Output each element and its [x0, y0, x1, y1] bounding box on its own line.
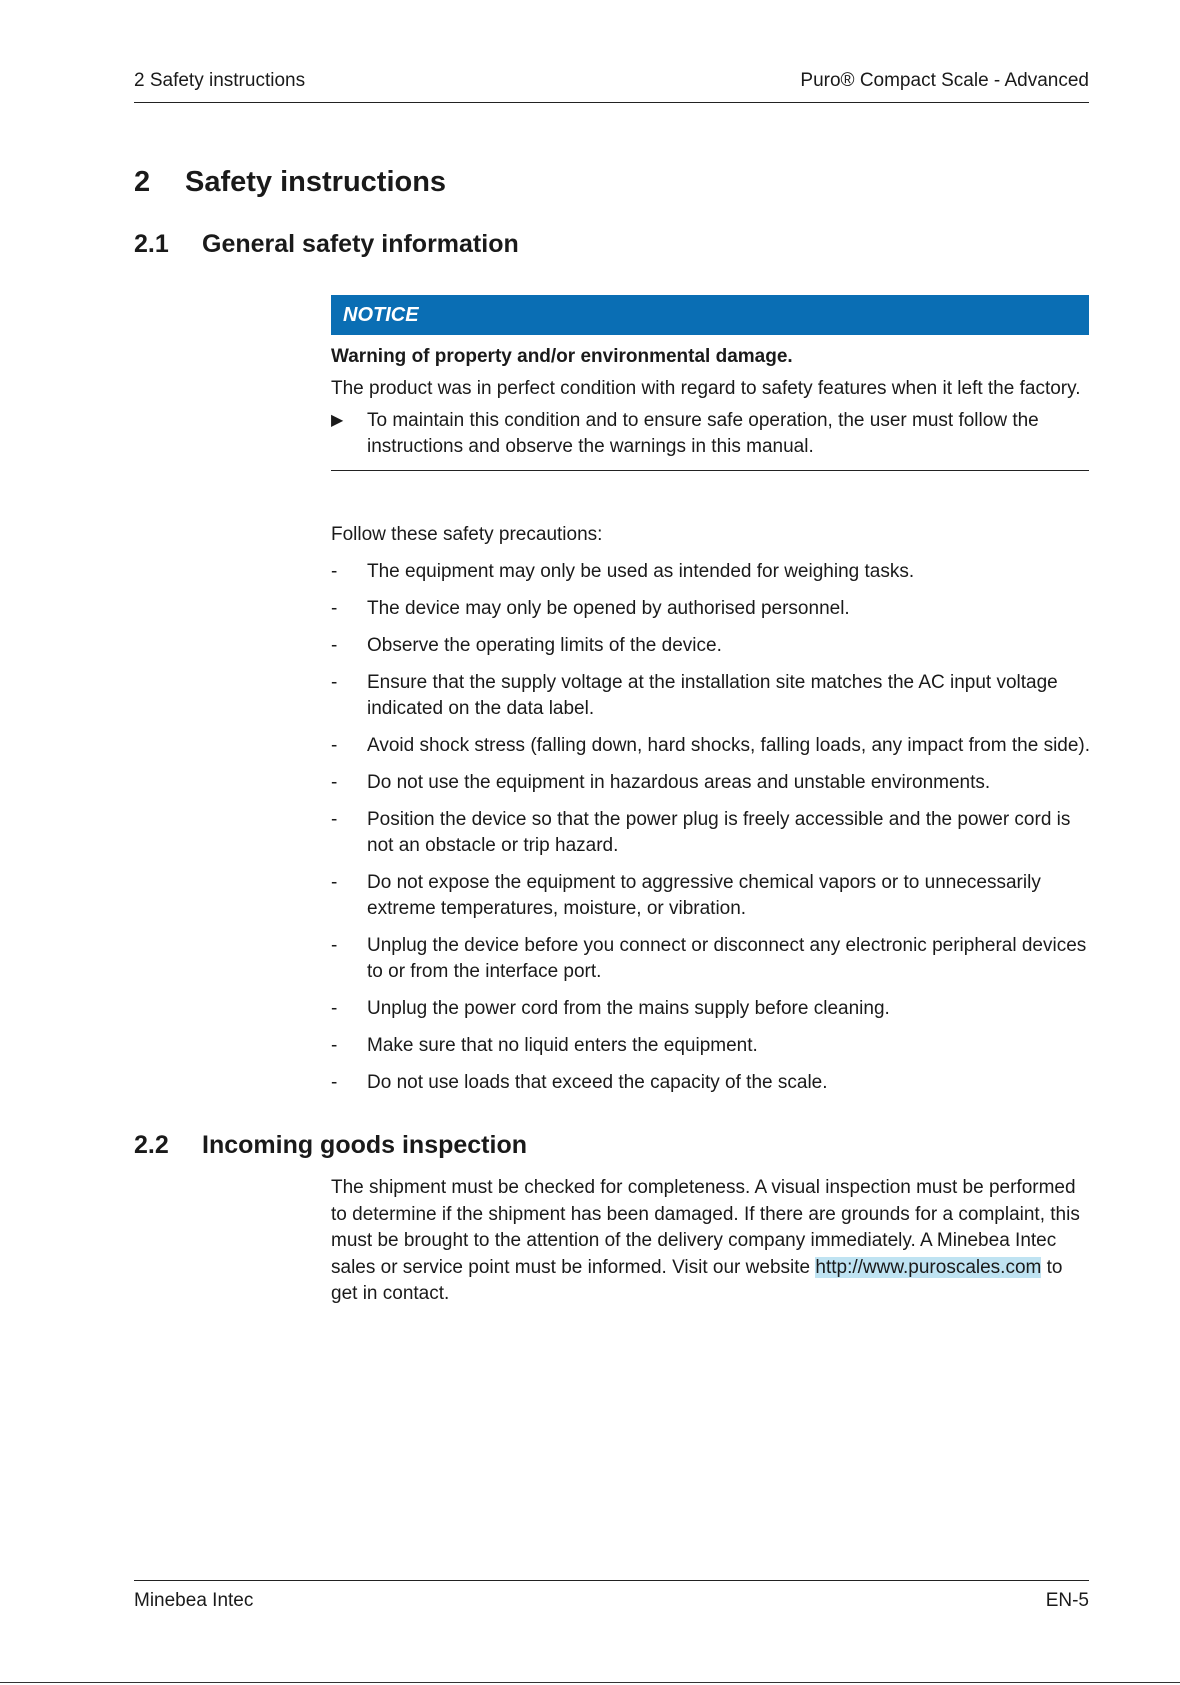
list-item-text: Make sure that no liquid enters the equipment.: [367, 1035, 758, 1056]
list-item-text: Avoid shock stress (falling down, hard shocks, falling loads, any impact from the side).: [367, 735, 1091, 756]
list-item: [331, 733, 1091, 759]
list-item: [331, 670, 1091, 722]
list-item: [331, 596, 1091, 622]
list-item-text: Do not use loads that exceed the capacity of the scale.: [367, 1072, 828, 1093]
notice-step-text: To maintain this condition and to ensure safe operation, the user must follow the instructions and observe the warnings in this manual.: [367, 410, 1039, 457]
list-item-text: The equipment may only be used as intended for weighing tasks.: [367, 561, 915, 582]
notice-banner: NOTICE: [331, 295, 1089, 335]
section-number: 2.2: [134, 1131, 169, 1159]
list-item: [331, 1033, 1091, 1059]
triangle-arrow-icon: ▶: [331, 412, 344, 429]
page-header: [134, 70, 1089, 103]
notice-text: The product was in perfect condition with regard to safety features when it left the factory.: [331, 378, 1081, 399]
section-title: Incoming goods inspection: [202, 1131, 527, 1159]
dash-marker: -: [331, 935, 338, 956]
dash-marker: -: [331, 735, 338, 756]
section-heading-general: [134, 230, 519, 259]
list-item-text: Do not expose the equipment to aggressive chemical vapors or to unnecessarily extreme temperatures, moisture, or vibration.: [367, 872, 1041, 919]
dash-marker: -: [331, 1072, 338, 1093]
notice-body: [331, 344, 1089, 471]
list-item-text: Position the device so that the power plug is freely accessible and the power cord is not an obstacle or trip hazard.: [367, 809, 1071, 856]
page-edge-line: [0, 1682, 1180, 1683]
dash-marker: -: [331, 998, 338, 1019]
notice-step: [331, 408, 1089, 460]
list-item: [331, 996, 1091, 1022]
chapter-number: 2: [134, 166, 151, 198]
dash-marker: -: [331, 635, 338, 656]
list-item: [331, 807, 1091, 859]
section-number: 2.1: [134, 230, 169, 258]
section-heading-inspection: [134, 1131, 527, 1160]
list-item: [331, 770, 1091, 796]
precautions-intro: Follow these safety precautions:: [331, 524, 603, 545]
list-item-text: Unplug the power cord from the mains supply before cleaning.: [367, 998, 890, 1019]
inspection-paragraph: [331, 1175, 1091, 1308]
inspection-text-end: to get in contact.: [331, 1256, 1063, 1304]
list-item-text: Ensure that the supply voltage at the installation site matches the AC input voltage indicated on the data label.: [367, 672, 1058, 719]
list-item-text: Observe the operating limits of the device.: [367, 635, 722, 656]
dash-marker: -: [331, 598, 338, 619]
chapter-heading: [134, 166, 446, 199]
page-footer: [134, 1580, 1089, 1612]
footer-company: Minebea Intec: [134, 1590, 254, 1611]
list-item: [331, 633, 1091, 659]
inspection-text: The shipment must be checked for completeness. A visual inspection must be performed to determine if the shipment has been damaged. If there are grounds for a complaint, this must be brought to the attention of the delivery company immediately. A Minebea Intec sales or service point must be informed. Visit our website: [331, 1177, 1080, 1278]
dash-marker: -: [331, 772, 338, 793]
header-product-title: Puro® Compact Scale - Advanced: [800, 70, 1089, 91]
dash-marker: -: [331, 809, 338, 830]
list-item-text: Unplug the device before you connect or disconnect any electronic peripheral devices to or from the interface port.: [367, 935, 1087, 982]
website-link[interactable]: http://www.puroscales.com: [815, 1256, 1042, 1278]
precautions-list: [331, 559, 1091, 1107]
list-item: [331, 1070, 1091, 1096]
chapter-title: Safety instructions: [185, 166, 447, 198]
section-title: General safety information: [202, 230, 519, 258]
dash-marker: -: [331, 672, 338, 693]
list-item-text: Do not use the equipment in hazardous areas and unstable environments.: [367, 772, 991, 793]
list-item: [331, 933, 1091, 985]
list-item-text: The device may only be opened by authorised personnel.: [367, 598, 850, 619]
list-item: [331, 559, 1091, 585]
dash-marker: -: [331, 561, 338, 582]
list-item: [331, 870, 1091, 922]
notice-warning: Warning of property and/or environmental damage.: [331, 346, 793, 367]
header-section-title: 2 Safety instructions: [134, 70, 306, 91]
dash-marker: -: [331, 1035, 338, 1056]
dash-marker: -: [331, 872, 338, 893]
page-number: EN-5: [1045, 1590, 1089, 1611]
